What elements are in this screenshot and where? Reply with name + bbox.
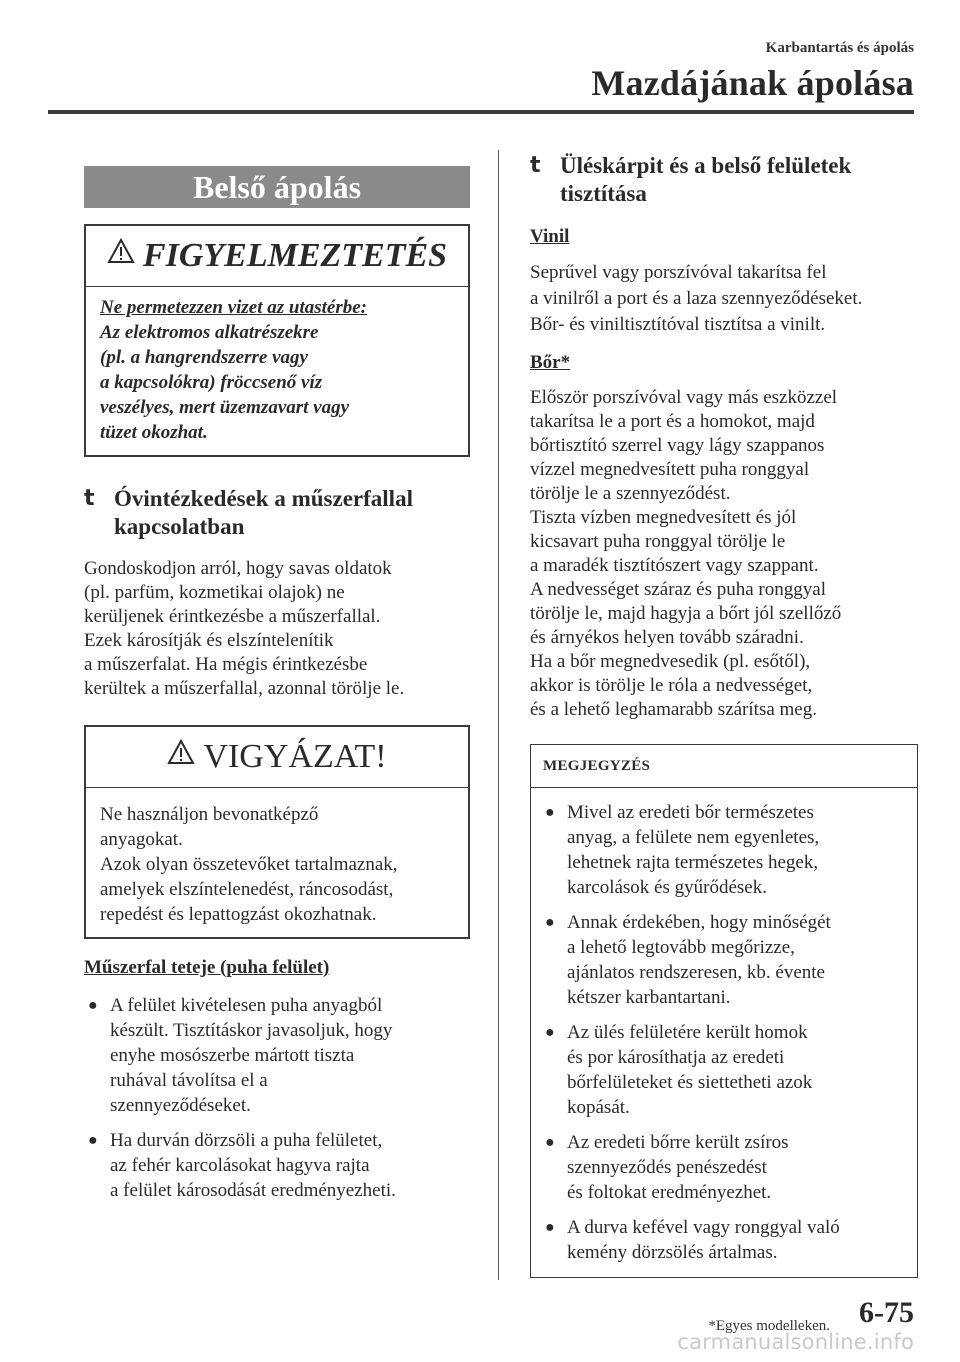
note-body — [531, 788, 917, 1277]
list-line: anyag, a felülete nem egyenletes, — [567, 827, 820, 848]
list-line: Annak érdekében, hogy minőségét — [567, 912, 831, 933]
list-line: az fehér karcolásokat hagyva rajta — [110, 1155, 370, 1176]
caution-line: repedést és lepattogzást okozhatnak. — [100, 904, 377, 925]
column-divider — [498, 150, 499, 1280]
list-line: a felület károsodását eredményezheti. — [110, 1180, 396, 1201]
bullet-icon: ● — [545, 1219, 555, 1236]
text-line: a vinilről a port és a laza szennyeződéseket. — [530, 288, 863, 309]
text-line: vízzel megnedvesített puha ronggyal — [530, 459, 810, 480]
text-line: A nedvességet száraz és puha ronggyal — [530, 579, 826, 600]
dashboard-precautions-title — [84, 485, 470, 541]
list-line: készült. Tisztításkor javasoljuk, hogy — [110, 1020, 393, 1041]
footnote: *Egyes modelleken. — [708, 1318, 830, 1334]
chapter-title: Karbantartás és ápolás — [765, 40, 914, 56]
text-line: akkor is törölje le róla a nedvességet, — [530, 675, 813, 696]
bullet-icon: ● — [88, 1132, 98, 1149]
interior-care-band: Belső ápolás — [84, 166, 470, 208]
list-line: és foltokat eredményezhet. — [567, 1182, 772, 1203]
list-item — [541, 1215, 905, 1265]
bullet-icon: ● — [545, 1024, 555, 1041]
caution-body — [86, 788, 468, 937]
warning-line: tüzet okozhat. — [100, 422, 208, 443]
list-line: szennyeződéseket. — [110, 1095, 251, 1116]
warning-line: (pl. a hangrendszerre vagy — [100, 347, 308, 368]
section-marker: t — [84, 486, 95, 511]
warning-body — [86, 287, 468, 455]
vinyl-label: Vinil — [530, 226, 570, 247]
text-line: kerültek a műszerfallal, azonnal törölje le. — [84, 678, 405, 699]
text-line: Ezek károsítják és elszíntelenítik — [84, 630, 334, 651]
list-item — [541, 1130, 905, 1205]
section-title-line: kapcsolatban — [114, 514, 245, 539]
caution-line: anyagokat. — [100, 829, 183, 850]
text-line: a maradék tisztítószert vagy szappant. — [530, 555, 819, 576]
list-line: és por károsíthatja az eredeti — [567, 1047, 785, 1068]
vinyl-text — [530, 260, 918, 338]
list-item — [541, 1020, 905, 1120]
list-line: kétszer karbantartani. — [567, 987, 731, 1008]
text-line: és a lehető leghamarabb szárítsa meg. — [530, 699, 817, 720]
header-rule — [48, 110, 914, 114]
warning-box — [84, 224, 470, 457]
caution-line: Azok olyan összetevőket tartalmaznak, — [100, 854, 398, 875]
list-line: szennyeződés penészedést — [567, 1157, 767, 1178]
leather-text — [530, 386, 918, 722]
text-line: Először porszívóval vagy más eszközzel — [530, 387, 838, 408]
text-line: (pl. parfüm, kozmetikai olajok) ne — [84, 582, 345, 603]
list-line: kopását. — [567, 1097, 630, 1118]
upholstery-title — [530, 152, 918, 208]
site-watermark: carmanualsonline.info — [677, 1330, 914, 1354]
list-line: A durva kefével vagy ronggyal való — [567, 1217, 840, 1238]
warning-line: a kapcsolókra) fröccsenő víz — [100, 372, 323, 393]
right-column — [530, 152, 918, 1278]
list-line: lehetnek rajta természetes hegek, — [567, 852, 819, 873]
list-line: Az eredeti bőrre került zsíros — [567, 1132, 789, 1153]
warning-line: Az elektromos alkatrészekre — [100, 322, 319, 343]
list-line: Ha durván dörzsöli a puha felületet, — [110, 1130, 383, 1151]
text-line: takarítsa le a port és a homokot, majd — [530, 411, 815, 432]
bullet-icon: ● — [88, 997, 98, 1014]
left-column — [84, 166, 470, 1203]
list-line: a lehető legtovább megőrizze, — [567, 937, 795, 958]
list-line: enyhe mosószerbe mártott tiszta — [110, 1045, 355, 1066]
text-line: a műszerfalat. Ha mégis érintkezésbe — [84, 654, 368, 675]
warning-triangle-icon — [107, 224, 135, 284]
text-line: kerüljenek érintkezésbe a műszerfallal. — [84, 606, 381, 627]
list-line: Az ülés felületére került homok — [567, 1022, 808, 1043]
leather-label: Bőr* — [530, 352, 571, 373]
caution-line: amelyek elszíntelenedést, ráncosodást, — [100, 879, 394, 900]
caution-box — [84, 725, 470, 939]
list-item — [84, 993, 470, 1118]
section-title-line: Üléskárpit és a belső felületek — [560, 153, 852, 178]
note-title: MEGJEGYZÉS — [531, 745, 917, 788]
text-line: törölje le, majd hagyja a bőrt jól szellőző — [530, 603, 842, 624]
dashboard-top-list — [84, 993, 470, 1203]
note-list — [541, 800, 905, 1265]
text-line: és árnyékos helyen tovább száradni. — [530, 627, 804, 648]
list-item — [541, 910, 905, 1010]
list-item — [84, 1128, 470, 1203]
warning-header — [86, 226, 468, 287]
section-heading: Mazdájának ápolása — [591, 63, 914, 103]
text-line: Gondoskodjon arról, hogy savas oldatok — [84, 558, 392, 579]
section-marker: t — [530, 153, 541, 178]
warning-lead: Ne permetezzen vizet az utastérbe: — [100, 297, 368, 318]
caution-title: VIGYÁZAT! — [203, 738, 387, 775]
bullet-icon: ● — [545, 914, 555, 931]
section-title-line: Óvintézkedések a műszerfallal — [114, 486, 413, 511]
warning-triangle-icon — [167, 725, 195, 785]
caution-header — [86, 727, 468, 788]
dashboard-precautions-text — [84, 557, 470, 701]
note-box — [530, 744, 918, 1278]
list-line: Mivel az eredeti bőr természetes — [567, 802, 814, 823]
list-line: ajánlatos rendszeresen, kb. évente — [567, 962, 825, 983]
bullet-icon: ● — [545, 804, 555, 821]
list-line: bőrfelületeket és siettetheti azok — [567, 1072, 813, 1093]
list-line: ruhával távolítsa el a — [110, 1070, 268, 1091]
warning-title: FIGYELMEZTETÉS — [142, 237, 448, 274]
section-title-line: tisztítása — [560, 181, 647, 206]
list-line: karcolások és gyűrődések. — [567, 877, 767, 898]
text-line: Tiszta vízben megnedvesített és jól — [530, 507, 797, 528]
warning-line: veszélyes, mert üzemzavart vagy — [100, 397, 350, 418]
page-number: 6-75 — [859, 1296, 914, 1329]
bullet-icon: ● — [545, 1134, 555, 1151]
dashboard-top-subhead: Műszerfal teteje (puha felület) — [84, 957, 330, 978]
text-line: kicsavart puha ronggyal törölje le — [530, 531, 786, 552]
list-item — [541, 800, 905, 900]
text-line: Ha a bőr megnedvesedik (pl. esőtől), — [530, 651, 811, 672]
text-line: törölje le a szennyeződést. — [530, 483, 731, 504]
list-line: kemény dörzsölés ártalmas. — [567, 1242, 778, 1263]
text-line: Seprűvel vagy porszívóval takarítsa fel — [530, 262, 827, 283]
text-line: Bőr- és viniltisztítóval tisztítsa a vinilt. — [530, 314, 826, 335]
list-line: A felület kivételesen puha anyagból — [110, 995, 383, 1016]
text-line: bőrtisztító szerrel vagy lágy szappanos — [530, 435, 825, 456]
caution-line: Ne használjon bevonatképző — [100, 804, 319, 825]
